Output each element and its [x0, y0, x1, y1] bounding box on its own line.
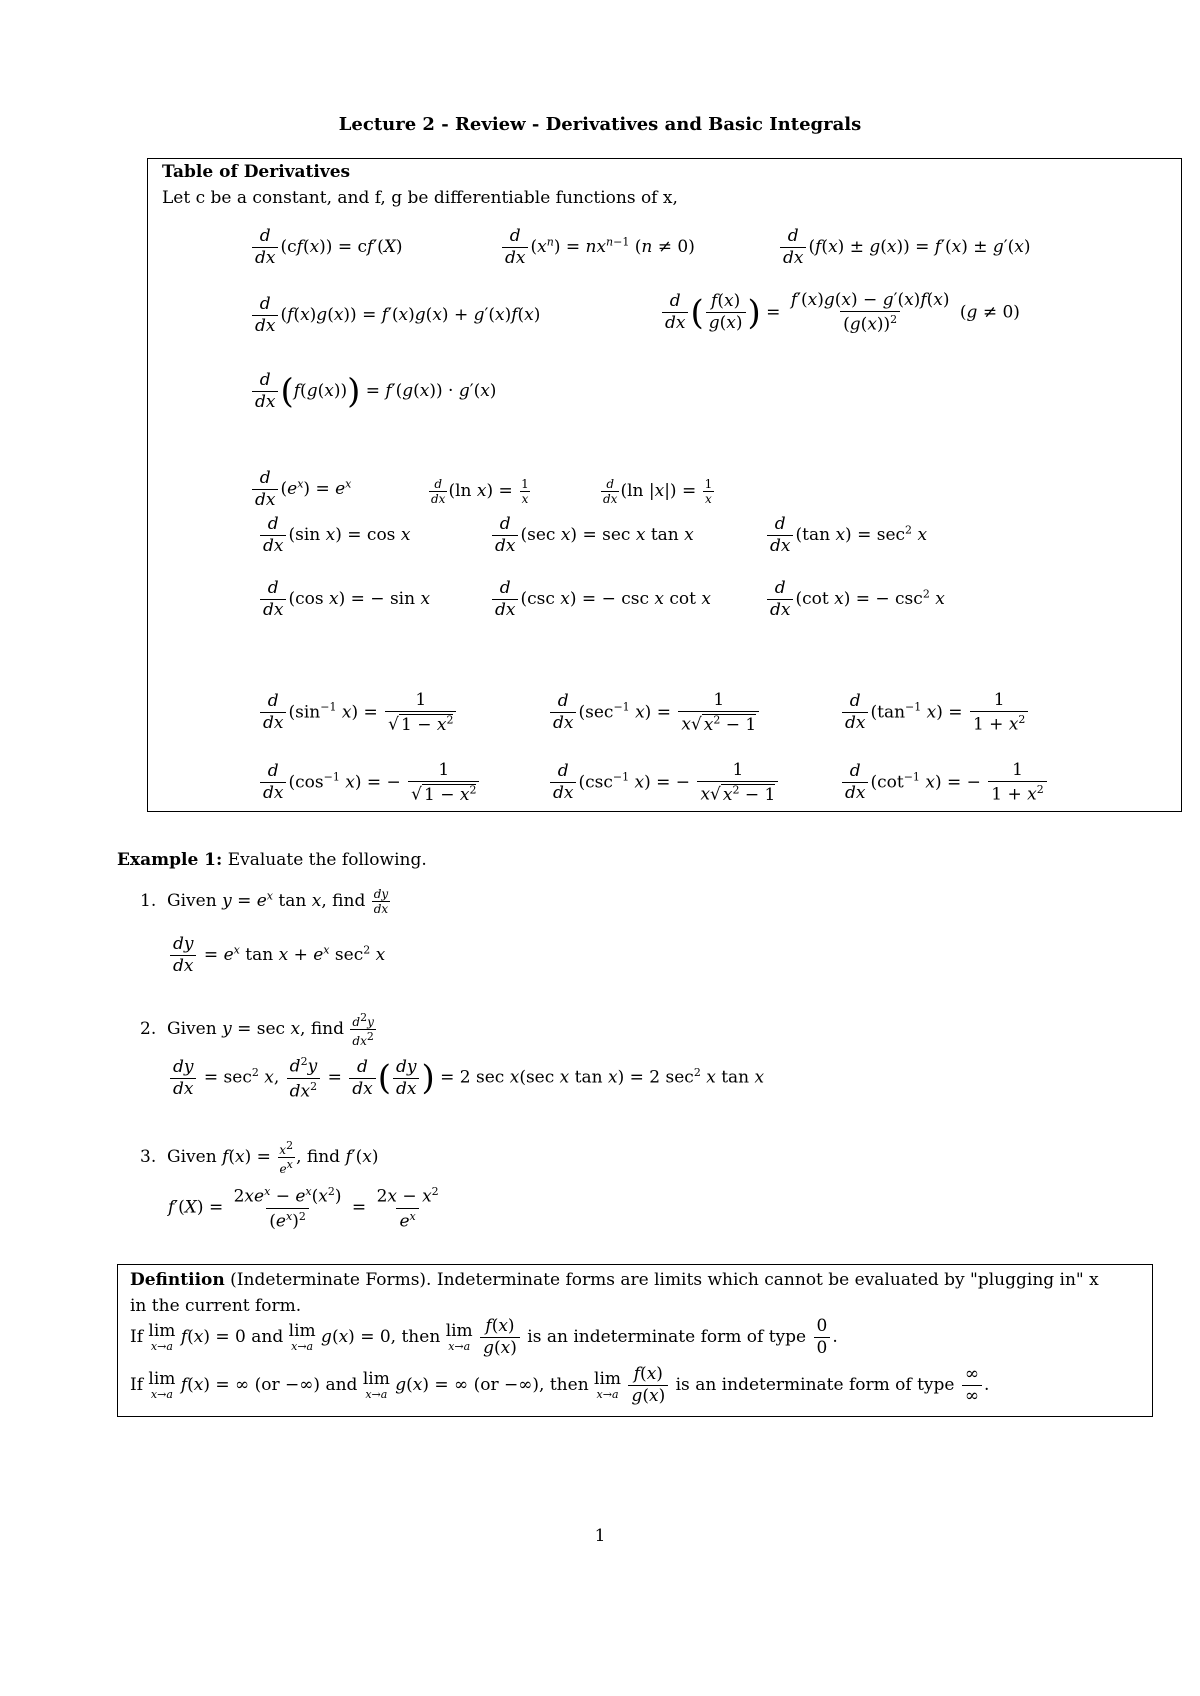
- rule-arcsec: $\frac{d}{dx}$ ($\sec^{-1}$ x) = $\frac{1}{x√ x^2 - 1}$: [548, 692, 761, 734]
- rule-cos: $\frac{d}{dx}$ (cos x) = − sin x: [258, 580, 430, 619]
- definition-paren: (Indeterminate Forms).: [230, 1270, 432, 1290]
- rule-arctan: $\frac{d}{dx}$ ($\tan^{-1}$ x) = $\frac{1}{1 + x^2}$: [840, 692, 1030, 734]
- rule-exp: $\frac{d}{dx}$ $(e^x) = e^x$: [250, 470, 351, 509]
- rule-ln-abs: $\frac{d}{dx}$ (ln |x|) = $\frac{1}{x}$: [603, 477, 713, 506]
- rule-quotient: $\frac{d}{dx}$ ( $\frac{f(x)}{g(x)}$ ) = $\frac{f'(x)g(x) - g'(x)f(x)}{(g(x))^2}$ (g ≠ 0): [660, 292, 1020, 334]
- rule-cot: $\frac{d}{dx}$ (cot x) = − $\csc^2 x$: [765, 580, 945, 619]
- rule-sin: $\frac{d}{dx}$ (sin x) = cos x: [258, 516, 410, 555]
- definition-line-3: If lim x→a f(x) = 0 and lim x→a g(x) = 0, then lim x→a $\frac{f(x)}{g(x)}$ is an indeterminate form of type $\frac{0}{0}$ .: [130, 1316, 838, 1358]
- rule-arcsin: $\frac{d}{dx}$ ($\sin^{-1}$ x) = $\frac{1}{√ 1 - x^2}$: [258, 692, 458, 734]
- definition-label: Defintiion: [130, 1270, 225, 1290]
- rule-sum-difference: $\frac{d}{dx}$ (f(x) ± g(x)) = f′(x) ± g′(x): [778, 228, 1031, 267]
- example-item-1-prompt: 1. Given $y = e^x$ tan x, find $\frac{dy}{dx}$: [140, 887, 389, 916]
- rule-ln: $\frac{d}{dx}$ (ln x) = $\frac{1}{x}$: [431, 477, 529, 506]
- rule-arccot: $\frac{d}{dx}$ ($\cot^{-1}$ x) = − $\frac{1}{1 + x^2}$: [840, 762, 1049, 804]
- example-item-2-prompt: 2. Given y = sec x, find $\frac{d^2y}{dx^2}$: [140, 1011, 374, 1048]
- rule-arccos: $\frac{d}{dx}$ ($\cos^{-1}$ x) = − $\frac{1}{√ 1 - x^2}$: [258, 762, 481, 804]
- example-label: Example 1:: [117, 850, 223, 870]
- definition-line-4: If lim x→a f(x) = ∞ (or −∞) and lim x→a g(x) = ∞ (or −∞), then lim x→a $\frac{f(x)}{g(x)}$ is an indeterminate form of type $\frac{\infty}{\infty}$ .: [130, 1364, 990, 1406]
- table-heading: Table of Derivatives: [162, 162, 351, 182]
- rule-power: $\frac{d}{dx}$ $(x^n) = nx^{n-1}$ (n ≠ 0): [500, 228, 695, 267]
- example-item-3-prompt: 3. Given f(x) = $\frac{x^2}{e^x}$ , find f′(x): [140, 1139, 379, 1176]
- definition-line-1: [130, 1270, 1099, 1290]
- page-number: 1: [594, 1526, 606, 1546]
- definition-line-4-tail: is an indeterminate form of type: [675, 1375, 955, 1395]
- page-title: Lecture 2 - Review - Derivatives and Basic Integrals: [338, 114, 862, 135]
- rule-csc: $\frac{d}{dx}$ (csc x) = − csc x cot x: [490, 580, 711, 619]
- rule-product: $\frac{d}{dx}$ (f(x)g(x)) = f′(x)g(x) + g′(x)f(x): [250, 296, 540, 335]
- rule-arccsc: $\frac{d}{dx}$ ($\csc^{-1}$ x) = − $\frac{1}{x√ x^2 - 1}$: [548, 762, 780, 804]
- example-item-3-solution: f′(X) = $\frac{2xe^x - e^x(x^2)}{(e^x)^2}$ = $\frac{2x - x^2}{e^x}$: [168, 1185, 439, 1232]
- rule-constant-multiple: $\frac{d}{dx}$ (cf(x)) = cf′(X): [250, 228, 403, 267]
- example-heading: [117, 850, 427, 870]
- table-intro: Let c be a constant, and f, g be differentiable functions of x,: [162, 188, 678, 208]
- rule-chain: $\frac{d}{dx}$ (f(g(x))) = f′(g(x)) · g′(x): [250, 372, 496, 411]
- definition-text-2: in the current form.: [130, 1296, 302, 1316]
- example-item-2-solution: $\frac{dy}{dx}$ = $\sec^2 x$, $\frac{d^2y}{dx^2}$ = $\frac{d}{dx}$ ( $\frac{dy}{dx}$ ) = 2 sec x(sec x tan x) = 2 $\sec^2 x$ tan x: [168, 1056, 764, 1100]
- example-item-1-solution: $\frac{dy}{dx}$ = $e^x$ $\tan x + e^x$ $\sec^2 x$: [168, 936, 385, 975]
- rule-sec: $\frac{d}{dx}$ (sec x) = sec x tan x: [490, 516, 694, 555]
- rule-tan: $\frac{d}{dx}$ (tan $x) = \sec^2 x$: [765, 516, 927, 555]
- example-text: Evaluate the following.: [227, 850, 427, 870]
- definition-line-3-tail: is an indeterminate form of type: [527, 1327, 807, 1347]
- definition-text-1: Indeterminate forms are limits which cannot be evaluated by "plugging in" x: [436, 1270, 1099, 1290]
